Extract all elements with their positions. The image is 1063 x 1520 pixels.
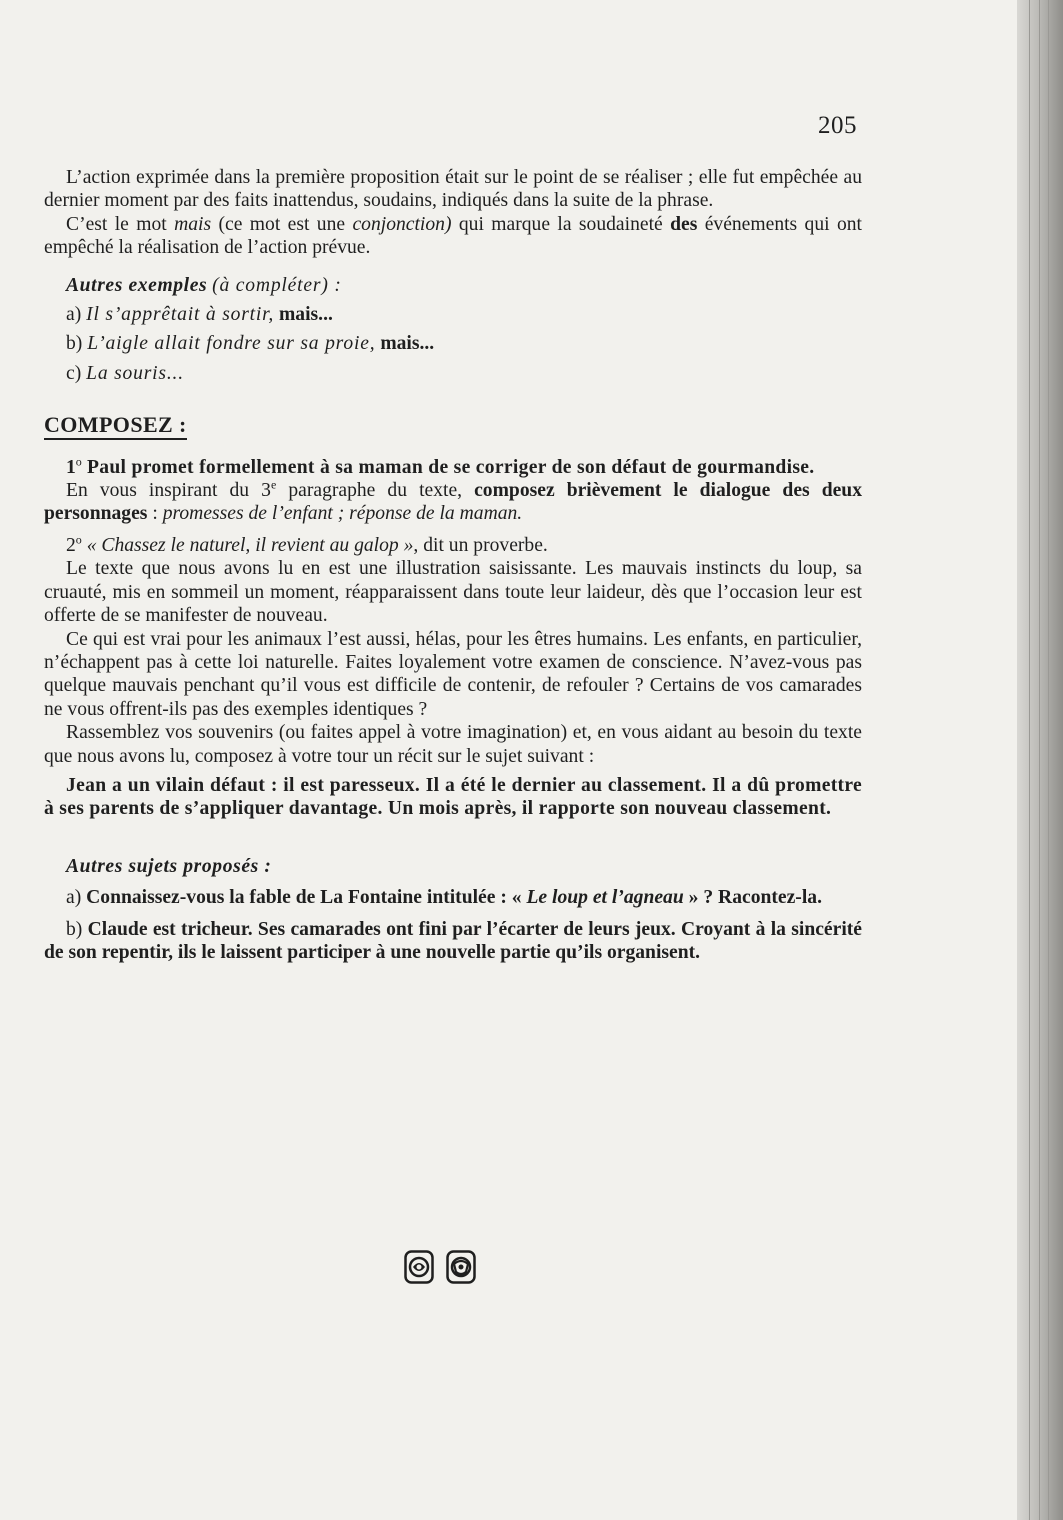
bold-text: Connaissez-vous la fable de La Fontaine intitulée : « xyxy=(81,887,527,909)
other-subject-b xyxy=(44,918,862,965)
examples-label xyxy=(44,274,862,297)
subject-2-paragraph-2: Ce qui est vrai pour les animaux l’est aussi, hélas, pour les êtres humains. Les enfants, en particulier, n’échappent pas à cette loi naturelle. Faites loyalement votre examen de conscience. N’avez-vous pas quelque mauvais penchant qu’il vous est difficile de contenir, de refouler ? Certains de vos camarades ne vous offrent-ils pas des exemples identiques ? xyxy=(44,628,862,720)
fable-title: Le loup et l’agneau xyxy=(526,887,684,909)
item-text: L’aigle allait fondre sur sa proie, xyxy=(87,333,376,355)
intro-paragraph-1: L’action exprimée dans la première proposition était sur le point de se réaliser ; elle fut empêchée au dernier moment par des faits inattendus, soudains, indiqués dans la suite de la phrase. xyxy=(44,167,862,212)
ordinal-sup: e xyxy=(270,477,277,492)
item-letter: c) xyxy=(66,362,82,384)
subject-title-text: Paul promet formellement à sa maman de se corriger de son défaut de gourmandise. xyxy=(81,456,815,478)
ordinal-sup: o xyxy=(75,454,82,469)
section-heading: COMPOSEZ : xyxy=(44,413,187,439)
item-letter: a) xyxy=(66,887,82,909)
page-edge-line xyxy=(1039,0,1040,1520)
ordinal-sup: o xyxy=(75,532,82,547)
rose-ornament-icon xyxy=(446,1250,476,1284)
page-number: 205 xyxy=(818,112,857,139)
example-item-c xyxy=(44,362,862,385)
bold-text: composez brièvement le dialogue des deux personnages xyxy=(44,480,862,525)
rose-ornament-icon xyxy=(404,1250,434,1284)
closing-ornament xyxy=(404,1250,476,1284)
subject-number: 2 xyxy=(66,534,76,556)
other-subjects-label: Autres sujets proposés : xyxy=(66,855,272,877)
text: En vous inspirant du 3 xyxy=(66,480,271,502)
other-subject-a xyxy=(44,886,862,909)
item-bold: mais... xyxy=(380,333,435,355)
text: , dit un proverbe. xyxy=(413,534,548,556)
subject-1-instructions xyxy=(44,479,862,526)
text: qui marque la soudaineté xyxy=(451,213,671,235)
proverb-quote: « Chassez le naturel, il revient au galop » xyxy=(81,534,414,556)
item-text: La souris... xyxy=(86,362,184,384)
page-edge-line xyxy=(1029,0,1030,1520)
text: événements qui ont empêché la réalisation de l’action prévue. xyxy=(44,213,863,259)
item-letter: b) xyxy=(66,918,83,940)
example-item-a xyxy=(44,303,862,326)
examples-title: Autres exemples xyxy=(66,274,208,296)
page-edge-shadow xyxy=(1017,0,1063,1520)
item-bold: mais... xyxy=(278,304,333,326)
subject-2-statement: Jean a un vilain défaut : il est paresseux. Il a été le dernier au classement. Il a dû promettre à ses parents de s’appliquer davantage. Un mois après, il rapporte son nouveau classement. xyxy=(44,774,862,820)
item-letter: b) xyxy=(66,333,83,355)
bold-text: » ? Racontez-la. xyxy=(683,887,822,909)
item-letter: a) xyxy=(66,304,82,326)
page-edge-line xyxy=(1048,0,1049,1520)
bold-word: des xyxy=(670,213,698,235)
example-item-b xyxy=(44,332,862,355)
text: C’est le mot xyxy=(66,213,175,235)
bold-text: Claude est tricheur. Ses camarades ont fini par l’écarter de leurs jeux. Croyant à la sincérité de son repentir, ils le laissent participer à une nouvelle partie qu’ils organisent. xyxy=(44,918,862,963)
subject-2-paragraph-3: Rassemblez vos souvenirs (ou faites appel à votre imagination) et, en vous aidant au besoin du texte que nous avons lu, composez à votre tour un récit sur le sujet suivant : xyxy=(44,722,862,767)
subject-2-proverb xyxy=(44,534,862,557)
text: : xyxy=(147,503,163,525)
page-content xyxy=(44,166,862,964)
text: paragraphe du texte, xyxy=(276,480,475,502)
subject-1-title xyxy=(44,456,862,479)
item-text: Il s’apprêtait à sortir, xyxy=(86,304,275,326)
italic-word: mais xyxy=(174,213,212,235)
examples-note: (à compléter) : xyxy=(212,274,342,296)
italic-word: conjonction) xyxy=(352,213,452,235)
subject-number: 1 xyxy=(66,456,76,478)
text: (ce mot est une xyxy=(211,213,353,235)
subject-2-paragraph-1: Le texte que nous avons lu en est une illustration saisissante. Les mauvais instincts du loup, sa cruauté, mis en sommeil un moment, réapparaissent dans toute leur laideur, dès que l’occasion leur est offerte de se manifester de nouveau. xyxy=(44,558,862,627)
intro-paragraph-2 xyxy=(44,213,862,260)
italic-text: promesses de l’enfant ; réponse de la maman. xyxy=(162,503,523,525)
